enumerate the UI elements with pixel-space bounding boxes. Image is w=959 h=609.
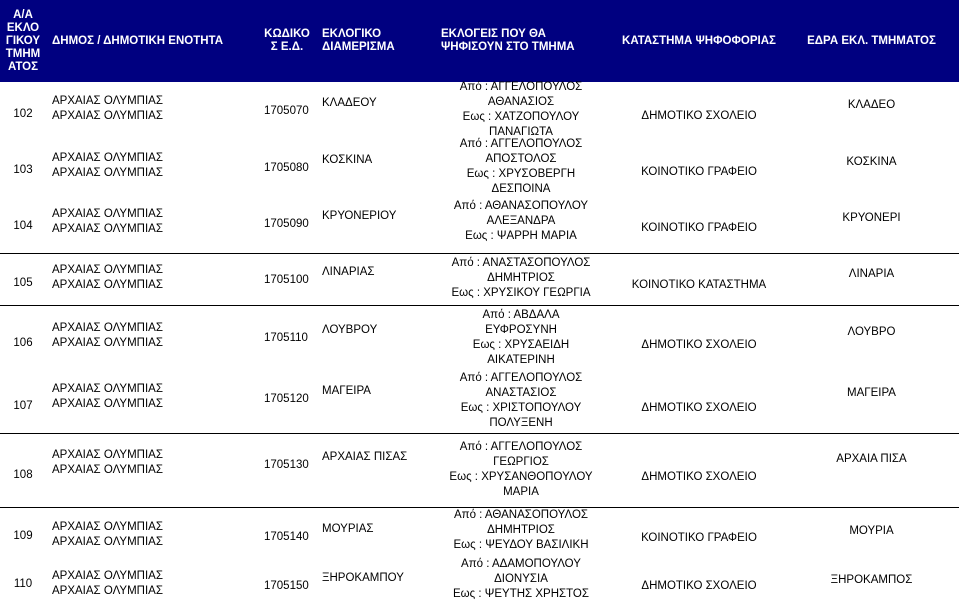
voter-range-line: Από : ΑΒΔΑΛΑ	[482, 308, 560, 321]
polling-place: ΚΟΙΝΟΤΙΚΟ ΓΡΑΦΕΙΟ	[641, 166, 757, 178]
group-separator	[0, 433, 959, 434]
voter-range-line: Από : ΑΝΑΣΤΑΣΟΠΟΥΛΟΣ	[451, 256, 591, 269]
voter-range-line: Εως : ΨΕΥΔΟΥ ΒΑΣΙΛΙΚΗ	[453, 539, 589, 551]
voter-range-line: Εως : ΧΑΤΖΟΠΟΥΛΟΥ	[462, 111, 580, 123]
voter-range-line: ΑΙΚΑΤΕΡΙΝΗ	[487, 353, 555, 366]
section-seat: ΚΛΑΔΕΟ	[847, 99, 896, 111]
voter-range-line: Εως : ΨΑΡΡΗ ΜΑΡΙΑ	[465, 229, 577, 242]
section-seat: ΚΟΣΚΙΝΑ	[846, 156, 897, 168]
dimos-line: ΑΡΧΑΙΑΣ ΟΛΥΜΠΙΑΣ	[52, 167, 163, 179]
voter-range-line: Από : ΑΓΓΕΛΟΠΟΥΛΟΣ	[459, 441, 583, 453]
dimos-line: ΑΡΧΑΙΑΣ ΟΛΥΜΠΙΑΣ	[52, 521, 163, 533]
dimos-line: ΑΡΧΑΙΑΣ ΟΛΥΜΠΙΑΣ	[52, 398, 163, 410]
voter-range-line: Από : ΑΘΑΝΑΣΟΠΟΥΛΟΣ	[453, 509, 588, 521]
section-seat: ΞΗΡΟΚΑΜΠΟΣ	[830, 574, 913, 586]
polling-place: ΔΗΜΟΤΙΚΟ ΣΧΟΛΕΙΟ	[641, 471, 757, 483]
header-katastima-text: ΚΑΤΑΣΤΗΜΑ ΨΗΦΟΦΟΡΙΑΣ	[622, 34, 776, 47]
district-name: ΞΗΡΟΚΑΜΠΟΥ	[322, 572, 404, 584]
voter-range-line: ΕΥΦΡΟΣΥΝΗ	[485, 323, 557, 336]
header-diamerisma	[322, 0, 432, 82]
district-name: ΚΡΥΟΝΕΡΙΟΥ	[322, 210, 397, 222]
voter-range-line: Από : ΑΓΓΕΛΟΠΟΥΛΟΣ	[459, 138, 583, 150]
district-code: 1705070	[264, 105, 309, 117]
polling-place: ΔΗΜΟΤΙΚΟ ΣΧΟΛΕΙΟ	[641, 580, 757, 592]
district-code: 1705100	[264, 274, 309, 286]
voter-range-line: Εως : ΨΕΥΤΗΣ ΧΡΗΣΤΟΣ	[453, 587, 589, 600]
dimos-line: ΑΡΧΑΙΑΣ ΟΛΥΜΠΙΑΣ	[52, 570, 163, 582]
row-number: 107	[13, 400, 33, 412]
header-dimos-text: ΔΗΜΟΣ / ΔΗΜΟΤΙΚΗ ΕΝΟΤΗΤΑ	[52, 34, 224, 47]
voter-range-line: ΓΕΩΡΓΙΟΣ	[493, 456, 549, 468]
section-seat: ΜΟΥΡΙΑ	[849, 525, 894, 537]
polling-place: ΔΗΜΟΤΙΚΟ ΣΧΟΛΕΙΟ	[641, 109, 757, 122]
voter-range-line: Από : ΑΔΑΜΟΠΟΥΛΟΥ	[461, 557, 581, 570]
header-dimos	[52, 0, 252, 82]
voter-range-line: Από : ΑΓΓΕΛΟΠΟΥΛΟΣ	[459, 81, 583, 93]
district-code: 1705090	[264, 218, 309, 230]
voter-range-line: Από : ΑΘΑΝΑΣΟΠΟΥΛΟΥ	[453, 199, 589, 212]
header-edra	[784, 0, 959, 82]
district-name: ΜΟΥΡΙΑΣ	[322, 523, 374, 535]
row-number: 103	[13, 164, 33, 176]
row-number: 104	[13, 220, 33, 232]
header-aa-line: ΑΤΟΣ	[7, 60, 38, 73]
dimos-line: ΑΡΧΑΙΑΣ ΟΛΥΜΠΙΑΣ	[52, 536, 163, 548]
dimos-line: ΑΡΧΑΙΑΣ ΟΛΥΜΠΙΑΣ	[52, 208, 163, 220]
voter-range-line: ΠΟΛΥΞΕΝΗ	[489, 417, 553, 429]
polling-place: ΚΟΙΝΟΤΙΚΟ ΚΑΤΑΣΤΗΜΑ	[631, 279, 767, 291]
district-name: ΑΡΧΑΙΑΣ ΠΙΣΑΣ	[322, 451, 408, 463]
header-kodikos-line: ΚΩΔΙΚΟ	[264, 28, 310, 40]
header-aa-line: Α/Α	[13, 8, 33, 21]
header-aa	[0, 0, 46, 82]
district-code: 1705130	[264, 459, 309, 471]
dimos-line: ΑΡΧΑΙΑΣ ΟΛΥΜΠΙΑΣ	[52, 110, 163, 122]
voter-range-line: Εως : ΧΡΥΣΑΕΙΔΗ	[472, 338, 570, 351]
header-kodikos	[254, 0, 320, 82]
voter-range-line: Από : ΑΓΓΕΛΟΠΟΥΛΟΣ	[459, 372, 583, 384]
district-name: ΚΛΑΔΕΟΥ	[322, 97, 377, 109]
dimos-line: ΑΡΧΑΙΑΣ ΟΛΥΜΠΙΑΣ	[52, 464, 163, 476]
dimos-line: ΑΡΧΑΙΑΣ ΟΛΥΜΠΙΑΣ	[52, 449, 163, 461]
district-code: 1705110	[264, 332, 308, 344]
polling-place: ΚΟΙΝΟΤΙΚΟ ΓΡΑΦΕΙΟ	[641, 222, 757, 234]
section-seat: ΜΑΓΕΙΡΑ	[847, 387, 896, 399]
voter-range-line: Εως : ΧΡΥΣΟΒΕΡΓΗ	[466, 168, 576, 180]
header-aa-line: ΕΚΛΟ	[6, 21, 40, 34]
voter-range-line: Εως : ΧΡΙΣΤΟΠΟΥΛΟΥ	[460, 402, 582, 414]
district-code: 1705150	[264, 580, 309, 592]
dimos-line: ΑΡΧΑΙΑΣ ΟΛΥΜΠΙΑΣ	[52, 337, 163, 349]
dimos-line: ΑΡΧΑΙΑΣ ΟΛΥΜΠΙΑΣ	[52, 152, 163, 164]
row-number: 105	[13, 277, 33, 289]
dimos-line: ΑΡΧΑΙΑΣ ΟΛΥΜΠΙΑΣ	[52, 223, 163, 235]
header-eklogeis-line: ΨΗΦΙΣΟΥΝ ΣΤΟ ΤΜΗΜΑ	[441, 41, 575, 53]
header-edra-text: ΕΔΡΑ ΕΚΛ. ΤΜΗΜΑΤΟΣ	[807, 34, 936, 47]
district-code: 1705120	[264, 393, 309, 405]
polling-place: ΔΗΜΟΤΙΚΟ ΣΧΟΛΕΙΟ	[641, 338, 757, 351]
voter-range-line: ΑΝΑΣΤΑΣΙΟΣ	[485, 387, 557, 399]
header-katastima	[604, 0, 794, 82]
district-name: ΛΙΝΑΡΙΑΣ	[322, 266, 375, 278]
header-diamerisma-line: ΔΙΑΜΕΡΙΣΜΑ	[322, 41, 395, 53]
voter-range-line: ΑΘΑΝΑΣΙΟΣ	[487, 96, 555, 108]
polling-place: ΔΗΜΟΤΙΚΟ ΣΧΟΛΕΙΟ	[641, 402, 757, 414]
header-diamerisma-line: ΕΚΛΟΓΙΚΟ	[322, 28, 382, 40]
header-eklogeis	[441, 0, 601, 82]
group-separator	[0, 507, 959, 508]
row-number: 110	[13, 578, 33, 590]
voter-range-line: ΔΗΜΗΤΡΙΟΣ	[487, 524, 555, 536]
group-separator	[0, 305, 959, 306]
dimos-line: ΑΡΧΑΙΑΣ ΟΛΥΜΠΙΑΣ	[52, 279, 163, 291]
dimos-line: ΑΡΧΑΙΑΣ ΟΛΥΜΠΙΑΣ	[52, 264, 163, 276]
district-code: 1705140	[264, 531, 309, 543]
section-seat: ΚΡΥΟΝΕΡΙ	[842, 212, 901, 224]
header-aa-line: ΓΙΚΟΥ	[5, 34, 41, 47]
voter-range-line: ΔΕΣΠΟΙΝΑ	[491, 183, 551, 195]
polling-place: ΚΟΙΝΟΤΙΚΟ ΓΡΑΦΕΙΟ	[641, 531, 757, 544]
header-aa-line: ΤΜΗΜ	[5, 47, 41, 60]
row-number: 106	[13, 336, 33, 349]
district-name: ΛΟΥΒΡΟΥ	[322, 324, 378, 336]
dimos-line: ΑΡΧΑΙΑΣ ΟΛΥΜΠΙΑΣ	[52, 585, 163, 597]
voter-range-line: Εως : ΧΡΥΣΙΚΟΥ ΓΕΩΡΓΙΑ	[451, 286, 591, 299]
dimos-line: ΑΡΧΑΙΑΣ ΟΛΥΜΠΙΑΣ	[52, 383, 163, 395]
voter-range-line: ΑΠΟΣΤΟΛΟΣ	[485, 153, 557, 165]
group-separator	[0, 253, 959, 254]
district-code: 1705080	[264, 162, 309, 174]
section-seat: ΛΙΝΑΡΙΑ	[848, 268, 895, 280]
section-seat: ΛΟΥΒΡΟ	[847, 326, 896, 338]
dimos-line: ΑΡΧΑΙΑΣ ΟΛΥΜΠΙΑΣ	[52, 322, 163, 334]
voter-range-line: ΔΙΟΝΥΣΙΑ	[494, 572, 548, 585]
section-seat: ΑΡΧΑΙΑ ΠΙΣΑ	[836, 453, 907, 465]
voter-range-line: ΠΑΝΑΓΙΩΤΑ	[489, 126, 553, 138]
row-number: 109	[13, 529, 33, 542]
dimos-line: ΑΡΧΑΙΑΣ ΟΛΥΜΠΙΑΣ	[52, 95, 163, 107]
row-number: 102	[13, 107, 33, 120]
voter-range-line: ΔΗΜΗΤΡΙΟΣ	[487, 271, 555, 284]
district-name: ΚΟΣΚΙΝΑ	[322, 154, 373, 166]
district-name: ΜΑΓΕΙΡΑ	[322, 385, 371, 397]
header-eklogeis-line: ΕΚΛΟΓΕΙΣ ΠΟΥ ΘΑ	[441, 28, 546, 40]
voter-range-line: ΜΑΡΙΑ	[503, 486, 539, 498]
voter-range-line: Εως : ΧΡΥΣΑΝΘΟΠΟΥΛΟΥ	[449, 471, 593, 483]
voter-range-line: ΑΛΕΞΑΝΔΡΑ	[486, 214, 556, 227]
row-number: 108	[13, 469, 33, 481]
header-kodikos-line: Σ Ε.Δ.	[270, 41, 304, 53]
